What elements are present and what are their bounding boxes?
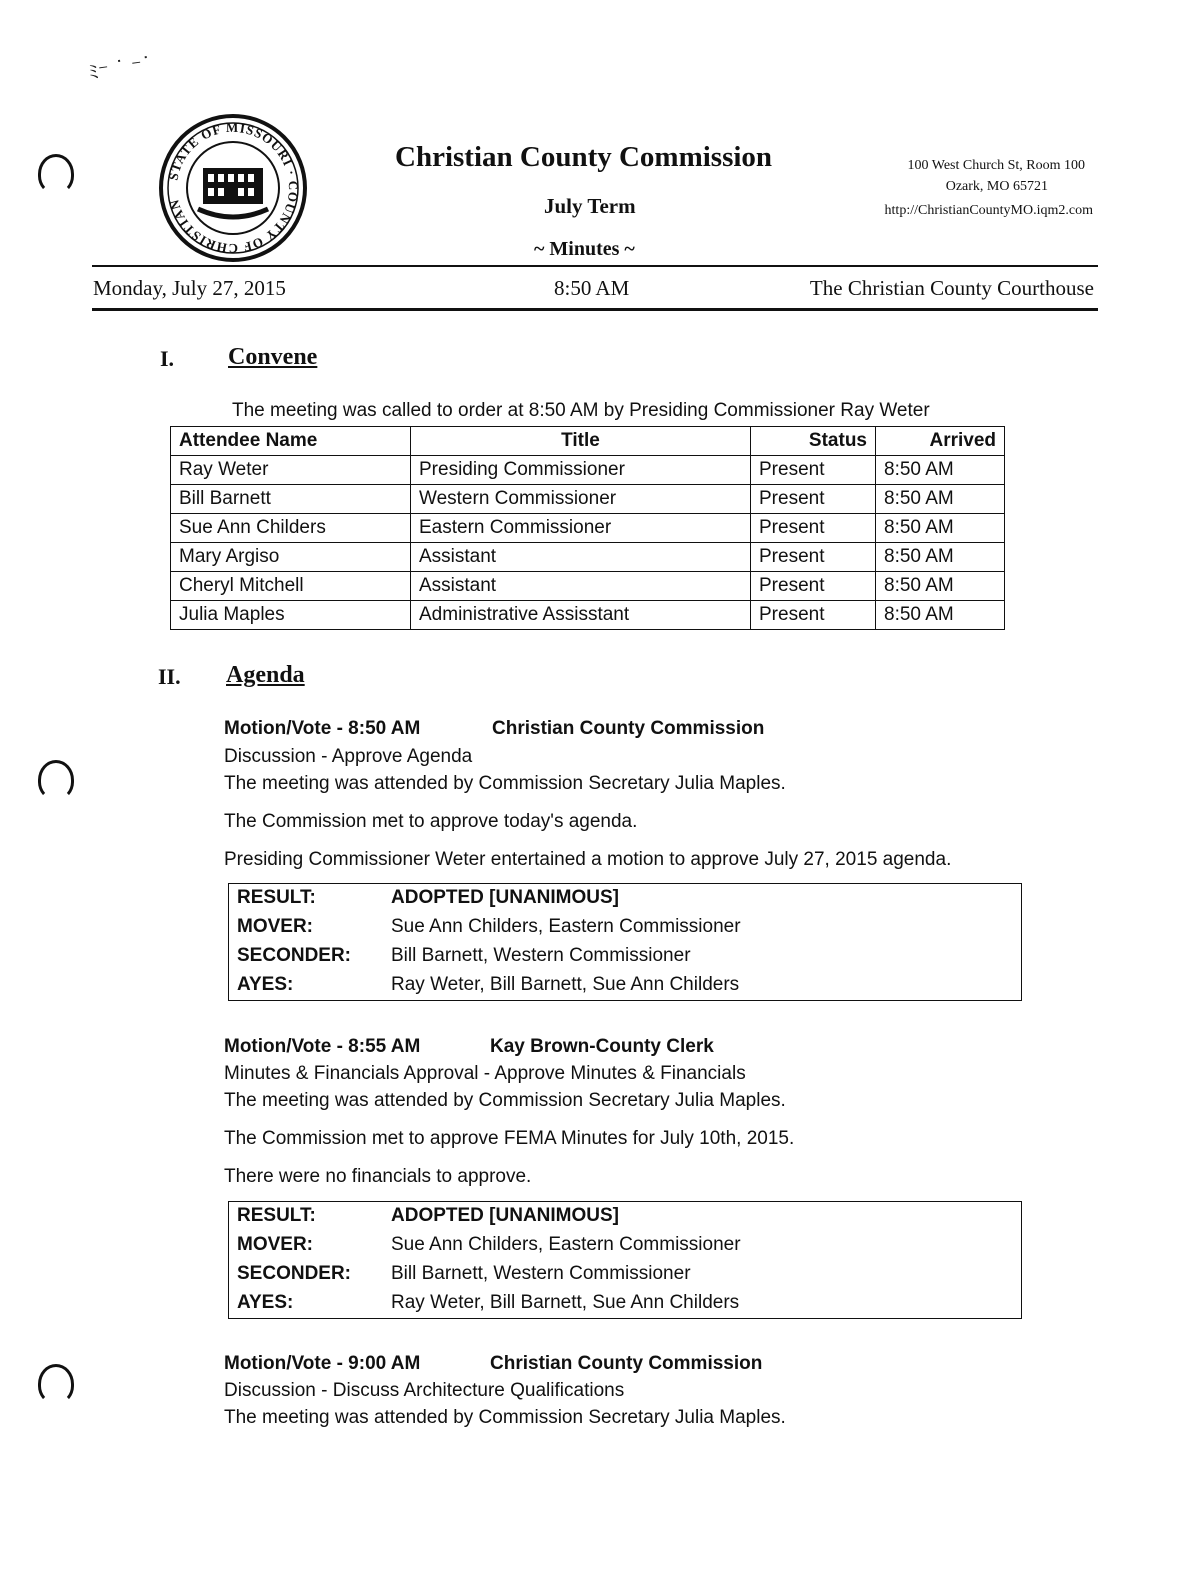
- punch-hole-icon: [38, 1364, 74, 1404]
- attendee-title: Administrative Assisstant: [411, 601, 751, 630]
- item-1-attended: The meeting was attended by Commission Secretary Julia Maples.: [224, 773, 786, 794]
- ayes-value: Ray Weter, Bill Barnett, Sue Ann Childers: [391, 974, 740, 995]
- vote-ayes-row: [229, 971, 1021, 1000]
- vote-seconder-row: [229, 1260, 1021, 1289]
- attendee-title: Assistant: [411, 543, 751, 572]
- column-header-name: Attendee Name: [171, 427, 411, 456]
- attendee-name: Mary Argiso: [171, 543, 411, 572]
- item-1-heading-body: Christian County Commission: [492, 718, 765, 739]
- item-2-heading-body: Kay Brown-County Clerk: [490, 1036, 714, 1057]
- attendee-name: Cheryl Mitchell: [171, 572, 411, 601]
- attendee-status: Present: [751, 572, 876, 601]
- seconder-label: SECONDER:: [237, 945, 352, 966]
- result-label: RESULT:: [237, 887, 316, 908]
- seconder-value: Bill Barnett, Western Commissioner: [391, 945, 691, 966]
- attendee-arrived: 8:50 AM: [876, 543, 1005, 572]
- attendee-title: Assistant: [411, 572, 751, 601]
- column-header-arrived: Arrived: [876, 427, 1005, 456]
- seal-text: STATE OF MISSOURI · COUNTY OF CHRISTIAN: [165, 119, 302, 257]
- mover-label: MOVER:: [237, 1234, 313, 1255]
- convene-intro: The meeting was called to order at 8:50 AM by Presiding Commissioner Ray Weter: [232, 400, 930, 421]
- vote-mover-row: [229, 1231, 1021, 1260]
- ayes-label: AYES:: [237, 974, 294, 995]
- item-3-subject: Discussion - Discuss Architecture Qualifications: [224, 1380, 625, 1401]
- attendee-title: Eastern Commissioner: [411, 514, 751, 543]
- vote-result-box: [228, 1201, 1022, 1319]
- result-value: ADOPTED [UNANIMOUS]: [391, 887, 619, 908]
- section-number-agenda: II.: [158, 664, 181, 689]
- attendee-status: Present: [751, 485, 876, 514]
- meeting-date: Monday, July 27, 2015: [93, 276, 286, 300]
- vote-result-row: [229, 884, 1021, 913]
- table-row: [171, 543, 1005, 572]
- item-1-subject: Discussion - Approve Agenda: [224, 746, 473, 767]
- table-row: [171, 572, 1005, 601]
- attendee-name: Julia Maples: [171, 601, 411, 630]
- vote-mover-row: [229, 913, 1021, 942]
- column-header-title: Title: [411, 427, 751, 456]
- table-row: [171, 601, 1005, 630]
- attendee-title: Western Commissioner: [411, 485, 751, 514]
- item-2-subject: Minutes & Financials Approval - Approve Minutes & Financials: [224, 1063, 746, 1084]
- meeting-time: 8:50 AM: [554, 276, 630, 300]
- attendee-status: Present: [751, 601, 876, 630]
- punch-hole-icon: [38, 760, 74, 800]
- attendee-name: Sue Ann Childers: [171, 514, 411, 543]
- meeting-location: The Christian County Courthouse: [809, 276, 1094, 300]
- item-1-heading-type: Motion/Vote - 8:50 AM: [224, 718, 421, 739]
- mover-value: Sue Ann Childers, Eastern Commissioner: [391, 1234, 741, 1255]
- handwritten-mark: ﾐ⁻ ˙ ⁻˙: [86, 51, 154, 85]
- column-header-status: Status: [751, 427, 876, 456]
- attendee-arrived: 8:50 AM: [876, 456, 1005, 485]
- result-label: RESULT:: [237, 1205, 316, 1226]
- county-seal-logo: [158, 113, 308, 263]
- item-3-attended: The meeting was attended by Commission Secretary Julia Maples.: [224, 1407, 786, 1428]
- address-line2: Ozark, MO 65721: [945, 179, 1048, 194]
- attendee-arrived: 8:50 AM: [876, 514, 1005, 543]
- attendee-title: Presiding Commissioner: [411, 456, 751, 485]
- term-label: July Term: [544, 194, 636, 218]
- vote-result-box: [228, 883, 1022, 1001]
- item-2-heading-type: Motion/Vote - 8:55 AM: [224, 1036, 421, 1057]
- attendee-status: Present: [751, 456, 876, 485]
- mover-label: MOVER:: [237, 916, 313, 937]
- vote-seconder-row: [229, 942, 1021, 971]
- item-3-heading-type: Motion/Vote - 9:00 AM: [224, 1353, 421, 1374]
- attendee-arrived: 8:50 AM: [876, 601, 1005, 630]
- ayes-value: Ray Weter, Bill Barnett, Sue Ann Childers: [391, 1292, 740, 1313]
- attendee-status: Present: [751, 514, 876, 543]
- result-value: ADOPTED [UNANIMOUS]: [391, 1205, 619, 1226]
- item-2-note-2: There were no financials to approve.: [224, 1166, 532, 1187]
- section-title-agenda: Agenda: [226, 662, 305, 688]
- table-header-row: [171, 427, 1005, 456]
- punch-hole-icon: [38, 154, 74, 194]
- attendee-name: Bill Barnett: [171, 485, 411, 514]
- section-title-convene: Convene: [228, 344, 318, 370]
- address-line1: 100 West Church St, Room 100: [907, 158, 1085, 173]
- attendee-arrived: 8:50 AM: [876, 485, 1005, 514]
- mover-value: Sue Ann Childers, Eastern Commissioner: [391, 916, 741, 937]
- attendee-status: Present: [751, 543, 876, 572]
- header-divider-top: [92, 265, 1098, 267]
- attendee-name: Ray Weter: [171, 456, 411, 485]
- attendee-arrived: 8:50 AM: [876, 572, 1005, 601]
- item-2-attended: The meeting was attended by Commission Secretary Julia Maples.: [224, 1090, 786, 1111]
- seconder-label: SECONDER:: [237, 1263, 352, 1284]
- commission-title: Christian County Commission: [395, 141, 773, 173]
- header-divider-bottom: [92, 308, 1098, 311]
- item-1-note-1: The Commission met to approve today's agenda.: [224, 811, 638, 832]
- table-row: [171, 485, 1005, 514]
- vote-result-row: [229, 1202, 1021, 1231]
- table-row: [171, 514, 1005, 543]
- item-1-note-2: Presiding Commissioner Weter entertained a motion to approve July 27, 2015 agenda.: [224, 849, 952, 870]
- vote-ayes-row: [229, 1289, 1021, 1318]
- section-number-convene: I.: [160, 346, 175, 371]
- item-3-heading-body: Christian County Commission: [490, 1353, 763, 1374]
- ayes-label: AYES:: [237, 1292, 294, 1313]
- seconder-value: Bill Barnett, Western Commissioner: [391, 1263, 691, 1284]
- website-link[interactable]: http://ChristianCountyMO.iqm2.com: [884, 203, 1093, 218]
- table-row: [171, 456, 1005, 485]
- minutes-label: ~ Minutes ~: [534, 238, 635, 260]
- item-2-note-1: The Commission met to approve FEMA Minutes for July 10th, 2015.: [224, 1128, 795, 1149]
- attendee-table: [170, 426, 1005, 630]
